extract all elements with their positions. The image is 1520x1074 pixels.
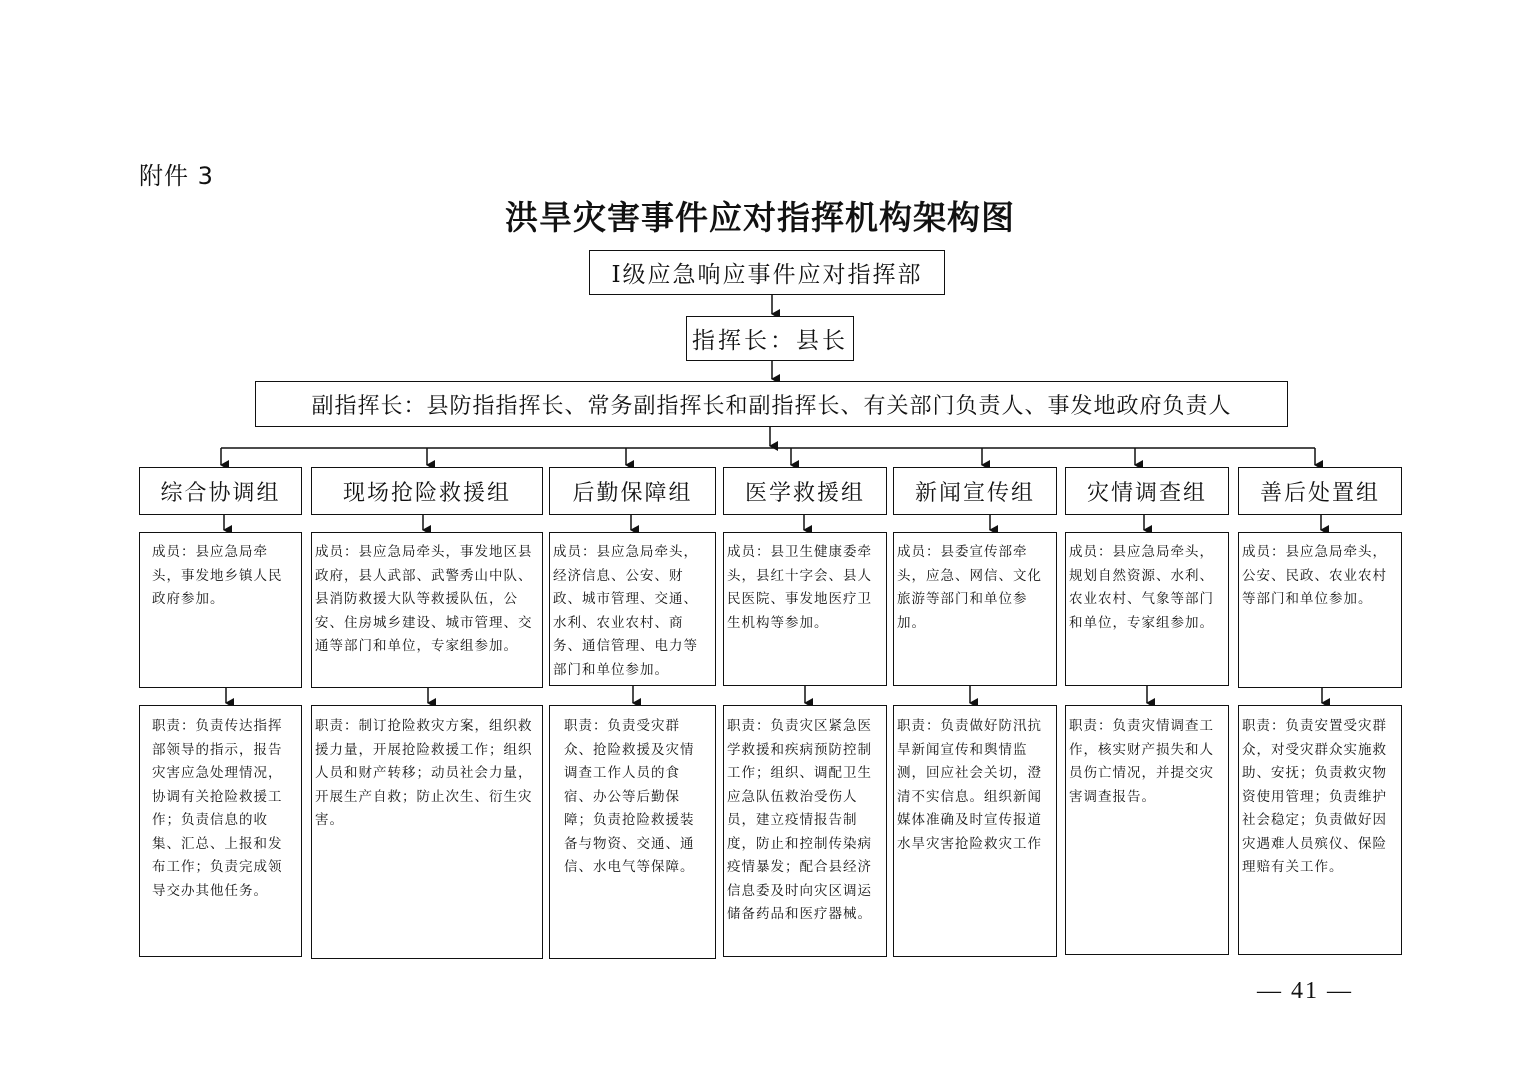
page-number: — 41 —	[1257, 978, 1353, 1004]
members-box-medical: 成员：县卫生健康委牵头，县红十字会、县人民医院、事发地医疗卫生机构等参加。	[723, 532, 887, 686]
group-header-medical: 医学救援组	[723, 467, 887, 515]
duties-box-coordination: 职责：负责传达指挥部领导的指示，报告灾害应急处理情况，协调有关抢险救援工作；负责信息的收集、汇总、上报和发布工作；负责完成领导交办其他任务。	[139, 705, 302, 957]
group-header-rescue: 现场抢险救援组	[311, 467, 543, 515]
duties-box-rescue: 职责：制订抢险救灾方案，组织救援力量，开展抢险救援工作；组织人员和财产转移；动员社会力量，开展生产自救；防止次生、衍生灾害。	[311, 705, 543, 959]
duties-box-investigation: 职责：负责灾情调查工作，核实财产损失和人员伤亡情况，并提交灾害调查报告。	[1065, 705, 1229, 955]
deputy-commander-box: 副指挥长：县防指指挥长、常务副指挥长和副指挥长、有关部门负责人、事发地政府负责人	[255, 381, 1288, 427]
group-header-logistics: 后勤保障组	[549, 467, 716, 515]
duties-box-logistics: 职责：负责受灾群众、抢险救援及灾情调查工作人员的食宿、办公等后勤保障；负责抢险救援装备与物资、交通、通信、水电气等保障。	[549, 705, 716, 959]
group-header-coordination: 综合协调组	[139, 467, 302, 515]
commander-box: 指挥长：县长	[686, 316, 854, 361]
attachment-label: 附件 3	[139, 162, 214, 190]
group-header-publicity: 新闻宣传组	[893, 467, 1057, 515]
group-header-investigation: 灾情调查组	[1065, 467, 1229, 515]
members-box-investigation: 成员：县应急局牵头，规划自然资源、水利、农业农村、气象等部门和单位，专家组参加。	[1065, 532, 1229, 686]
duties-box-aftermath: 职责：负责安置受灾群众，对受灾群众实施救助、安抚；负责救灾物资使用管理；负责维护社会稳定；负责做好因灾遇难人员殡仪、保险理赔有关工作。	[1238, 705, 1402, 955]
duties-box-publicity: 职责：负责做好防汛抗旱新闻宣传和舆情监测，回应社会关切，澄清不实信息。组织新闻媒体准确及时宣传报道水旱灾害抢险救灾工作	[893, 705, 1057, 957]
members-box-coordination: 成员：县应急局牵头，事发地乡镇人民政府参加。	[139, 532, 302, 688]
command-hq-box: Ⅰ级应急响应事件应对指挥部	[589, 250, 945, 295]
members-box-logistics: 成员：县应急局牵头，经济信息、公安、财政、城市管理、交通、水利、农业农村、商务、通信管理、电力等部门和单位参加。	[549, 532, 716, 686]
group-header-aftermath: 善后处置组	[1238, 467, 1402, 515]
members-box-aftermath: 成员：县应急局牵头，公安、民政、农业农村等部门和单位参加。	[1238, 532, 1402, 688]
members-box-publicity: 成员：县委宣传部牵头，应急、网信、文化旅游等部门和单位参加。	[893, 532, 1057, 686]
chart-title: 洪旱灾害事件应对指挥机构架构图	[505, 198, 1015, 237]
members-box-rescue: 成员：县应急局牵头，事发地区县政府，县人武部、武警秀山中队、县消防救援大队等救援队伍，公安、住房城乡建设、城市管理、交通等部门和单位，专家组参加。	[311, 532, 543, 688]
duties-box-medical: 职责：负责灾区紧急医学救援和疾病预防控制工作；组织、调配卫生应急队伍救治受伤人员，建立疫情报告制度，防止和控制传染病疫情暴发；配合县经济信息委及时向灾区调运储备药品和医疗器械。	[723, 705, 887, 957]
